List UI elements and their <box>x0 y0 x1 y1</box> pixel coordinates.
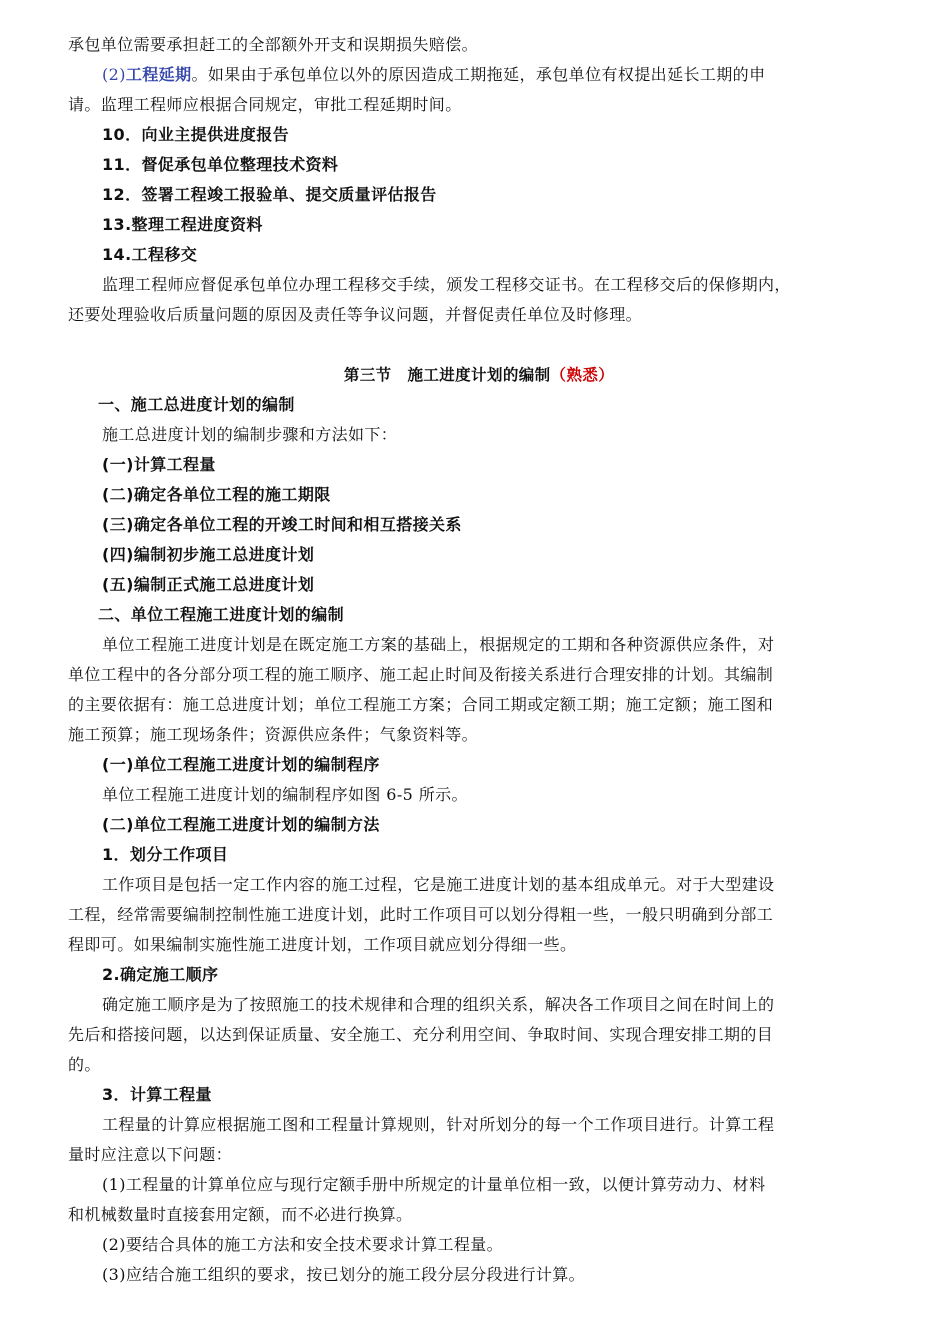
step-heading: (三)确定各单位工程的开竣工时间和相互搭接关系 <box>102 515 462 534</box>
method-heading: 2.确定施工顺序 <box>102 965 219 984</box>
paragraph-line: 工程量的计算应根据施工图和工程量计算规则，针对所划分的每一个工作项目进行。计算工程 <box>102 1115 775 1134</box>
paragraph-line: 单位工程中的各分部分项工程的施工顺序、施工起止时间及衔接关系进行合理安排的计划。其编制 <box>68 665 774 684</box>
paragraph-line <box>68 60 890 90</box>
paragraph-line: 工程，经常需要编制控制性施工进度计划，此时工作项目可以划分得粗一些，一般只明确到分部工 <box>68 905 774 924</box>
note-line: 和机械数量时直接套用定额，而不必进行换算。 <box>68 1205 413 1224</box>
method-heading: 3．计算工程量 <box>102 1085 212 1104</box>
spacer <box>68 330 890 360</box>
item-heading: 11．督促承包单位整理技术资料 <box>102 155 339 174</box>
paragraph-line: 请。监理工程师应根据合同规定，审批工程延期时间。 <box>68 95 462 114</box>
step-heading: (二)确定各单位工程的施工期限 <box>102 485 331 504</box>
item-heading: 10．向业主提供进度报告 <box>102 125 290 144</box>
paragraph-line: 监理工程师应督促承包单位办理工程移交手续，颁发工程移交证书。在工程移交后的保修期内， <box>102 275 791 294</box>
section-title-text: 第三节 施工进度计划的编制 <box>343 366 551 384</box>
section-tag: （熟悉） <box>550 366 615 384</box>
item-heading: 12．签署工程竣工报验单、提交质量评估报告 <box>102 185 437 204</box>
paragraph-line: 量时应注意以下问题： <box>68 1145 233 1164</box>
paragraph-text: 。如果由于承包单位以外的原因造成工期拖延，承包单位有权提出延长工期的申 <box>191 65 766 84</box>
paragraph-line: 施工预算；施工现场条件；资源供应条件；气象资料等。 <box>68 725 479 744</box>
note-line: (1)工程量的计算单位应与现行定额手册中所规定的计量单位相一致，以便计算劳动力、材料 <box>102 1175 766 1194</box>
paragraph-line: 单位工程施工进度计划是在既定施工方案的基础上，根据规定的工期和各种资源供应条件，对 <box>102 635 775 654</box>
list-number: (2) <box>102 65 126 84</box>
section-title <box>68 360 890 390</box>
step-heading: (五)编制正式施工总进度计划 <box>102 575 315 594</box>
part-heading: 二、单位工程施工进度计划的编制 <box>98 605 345 624</box>
paragraph-line: 程即可。如果编制实施性施工进度计划，工作项目就应划分得细一些。 <box>68 935 577 954</box>
step-heading: (四)编制初步施工总进度计划 <box>102 545 315 564</box>
paragraph-line: 确定施工顺序是为了按照施工的技术规律和合理的组织关系，解决各工作项目之间在时间上的 <box>102 995 775 1014</box>
note-line: (3)应结合施工组织的要求，按已划分的施工段分层分段进行计算。 <box>102 1265 586 1284</box>
step-heading: (一)计算工程量 <box>102 455 216 474</box>
paragraph-line: 施工总进度计划的编制步骤和方法如下： <box>102 425 398 444</box>
item-heading: 13.整理工程进度资料 <box>102 215 263 234</box>
method-heading: 1．划分工作项目 <box>102 845 229 864</box>
paragraph-line: 的主要依据有：施工总进度计划；单位工程施工方案；合同工期或定额工期；施工定额；施工图和 <box>68 695 774 714</box>
part-heading: 一、施工总进度计划的编制 <box>98 395 295 414</box>
item-heading: 14.工程移交 <box>102 245 198 264</box>
paragraph-line: 工作项目是包括一定工作内容的施工过程，它是施工进度计划的基本组成单元。对于大型建设 <box>102 875 775 894</box>
paragraph-line: 承包单位需要承担赶工的全部额外开支和误期损失赔偿。 <box>68 35 479 54</box>
sub-heading: (一)单位工程施工进度计划的编制程序 <box>102 755 380 774</box>
paragraph-line: 的。 <box>68 1055 101 1074</box>
paragraph-line: 先后和搭接问题，以达到保证质量、安全施工、充分利用空间、争取时间、实现合理安排工期的目 <box>68 1025 774 1044</box>
term-highlight: 工程延期 <box>125 65 192 84</box>
paragraph-line: 单位工程施工进度计划的编制程序如图 6-5 所示。 <box>102 785 468 804</box>
sub-heading: (二)单位工程施工进度计划的编制方法 <box>102 815 380 834</box>
paragraph-line: 还要处理验收后质量问题的原因及责任等争议问题，并督促责任单位及时修理。 <box>68 305 643 324</box>
note-line: (2)要结合具体的施工方法和安全技术要求计算工程量。 <box>102 1235 504 1254</box>
